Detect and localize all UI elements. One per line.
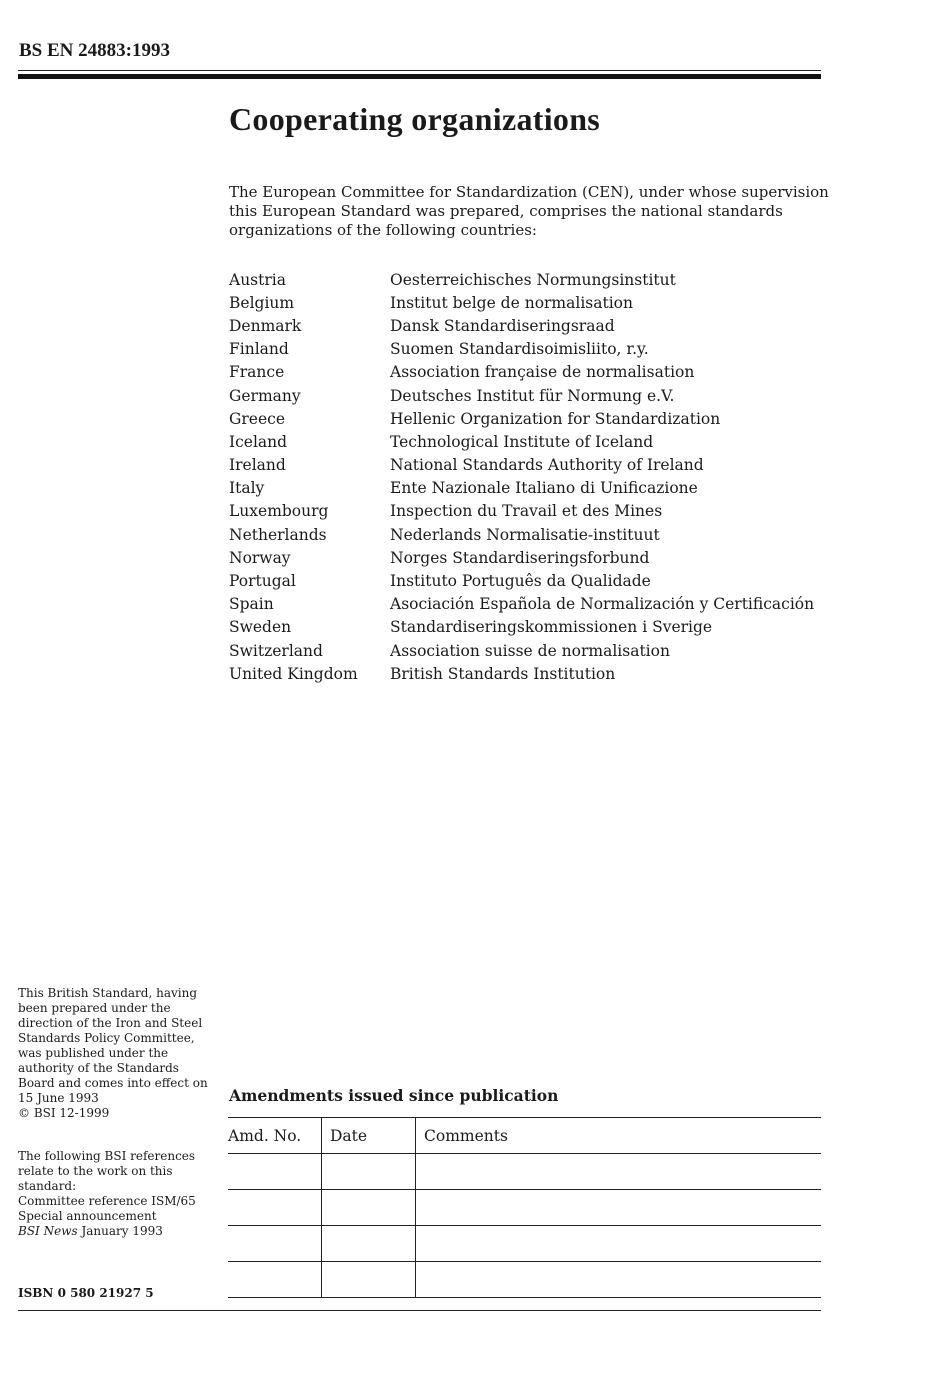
organization-row: [229, 616, 819, 639]
date-cell: [322, 1154, 416, 1190]
organization-name: Technological Institute of Iceland: [390, 432, 654, 451]
organization-name: Association française de normalisation: [390, 363, 695, 382]
organization-name: Inspection du Travail et des Mines: [390, 502, 663, 521]
organization-name: Deutsches Institut für Normung e.V.: [390, 386, 675, 405]
amendment-row: [228, 1262, 821, 1298]
isbn: ISBN 0 580 21927 5: [18, 1286, 154, 1300]
organization-name: Institut belge de normalisation: [390, 293, 633, 312]
column-header-amd-no: Amd. No.: [228, 1118, 322, 1154]
country-name: Italy: [229, 479, 265, 498]
organization-name: Nederlands Normalisatie-instituut: [390, 525, 660, 544]
organization-row: [229, 569, 819, 592]
organization-row: [229, 291, 819, 314]
organization-row: [229, 430, 819, 453]
amendment-row: [228, 1190, 821, 1226]
comments-cell: [416, 1190, 822, 1226]
country-name: United Kingdom: [229, 664, 358, 683]
organization-name: Asociación Española de Normalización y Certificación: [390, 595, 815, 614]
country-name: Denmark: [229, 316, 302, 335]
comments-cell: [416, 1154, 822, 1190]
special-announcement: Special announcement: [18, 1209, 157, 1223]
organization-name: Hellenic Organization for Standardization: [390, 409, 721, 428]
organization-row: [229, 361, 819, 384]
organization-row: [229, 314, 819, 337]
country-name: Norway: [229, 548, 291, 567]
bsi-news-title: BSI News: [18, 1224, 78, 1238]
amd-no-cell: [228, 1262, 322, 1298]
organization-list: [229, 268, 819, 685]
organization-name: Suomen Standardisoimisliito, r.y.: [390, 340, 649, 359]
amd-no-cell: [228, 1190, 322, 1226]
organization-name: Norges Standardiseringsforbund: [390, 548, 650, 567]
organization-row: [229, 639, 819, 662]
amendments-title: Amendments issued since publication: [229, 1086, 559, 1105]
organization-name: British Standards Institution: [390, 664, 616, 683]
country-name: France: [229, 363, 285, 382]
organization-row: [229, 546, 819, 569]
date-cell: [322, 1190, 416, 1226]
country-name: Portugal: [229, 572, 296, 591]
organization-row: [229, 523, 819, 546]
organization-row: [229, 268, 819, 291]
amendment-row: [228, 1154, 821, 1190]
page-title: Cooperating organizations: [229, 101, 601, 137]
amendment-row: [228, 1226, 821, 1262]
country-name: Sweden: [229, 618, 292, 637]
header-rule-thin: [18, 70, 821, 71]
amendments-table: [228, 1117, 821, 1298]
amendments-header-row: [228, 1118, 821, 1154]
country-name: Switzerland: [229, 641, 323, 660]
country-name: Spain: [229, 595, 274, 614]
copyright-note: © BSI 12-1999: [18, 1106, 110, 1120]
organization-row: [229, 477, 819, 500]
amd-no-cell: [228, 1226, 322, 1262]
country-name: Ireland: [229, 456, 286, 475]
committee-reference: Committee reference ISM/65: [18, 1194, 196, 1208]
document-id: BS EN 24883:1993: [19, 40, 170, 61]
country-name: Germany: [229, 386, 301, 405]
organization-row: [229, 407, 819, 430]
amd-no-cell: [228, 1154, 322, 1190]
country-name: Luxembourg: [229, 502, 329, 521]
publication-note: This British Standard, having been prepared under the direction of the Iron and Steel Standards Policy Committee, was published under the authority of the Standards Board and comes into effect on 15 June 1993: [18, 986, 208, 1105]
date-cell: [322, 1262, 416, 1298]
intro-paragraph: The European Committee for Standardization (CEN), under whose supervision this European Standard was prepared, comprises the national standards organizations of the following countries:: [229, 183, 829, 239]
bsi-news-date: January 1993: [77, 1224, 163, 1238]
comments-cell: [416, 1262, 822, 1298]
organization-name: Standardiseringskommissionen i Sverige: [390, 618, 713, 637]
organization-name: Instituto Português da Qualidade: [390, 572, 651, 591]
organization-name: Ente Nazionale Italiano di Unificazione: [390, 479, 698, 498]
comments-cell: [416, 1226, 822, 1262]
bsi-news-line: [18, 1224, 218, 1239]
country-name: Finland: [229, 340, 289, 359]
organization-name: Dansk Standardiseringsraad: [390, 316, 615, 335]
country-name: Austria: [229, 270, 286, 289]
organization-row: [229, 338, 819, 361]
organization-row: [229, 384, 819, 407]
organization-name: Oesterreichisches Normungsinstitut: [390, 270, 676, 289]
organization-row: [229, 662, 819, 685]
column-header-date: Date: [322, 1118, 416, 1154]
country-name: Belgium: [229, 293, 295, 312]
organization-row: [229, 593, 819, 616]
column-header-comments: Comments: [416, 1118, 822, 1154]
organization-name: National Standards Authority of Ireland: [390, 456, 704, 475]
country-name: Greece: [229, 409, 285, 428]
footer-rule: [18, 1310, 821, 1311]
organization-row: [229, 454, 819, 477]
organization-row: [229, 500, 819, 523]
organization-name: Association suisse de normalisation: [390, 641, 670, 660]
country-name: Iceland: [229, 432, 288, 451]
references-intro: The following BSI references relate to the work on this standard:: [18, 1149, 196, 1193]
date-cell: [322, 1226, 416, 1262]
header-rule-thick: [18, 74, 821, 79]
country-name: Netherlands: [229, 525, 327, 544]
sidebar-notes: [18, 986, 218, 1239]
